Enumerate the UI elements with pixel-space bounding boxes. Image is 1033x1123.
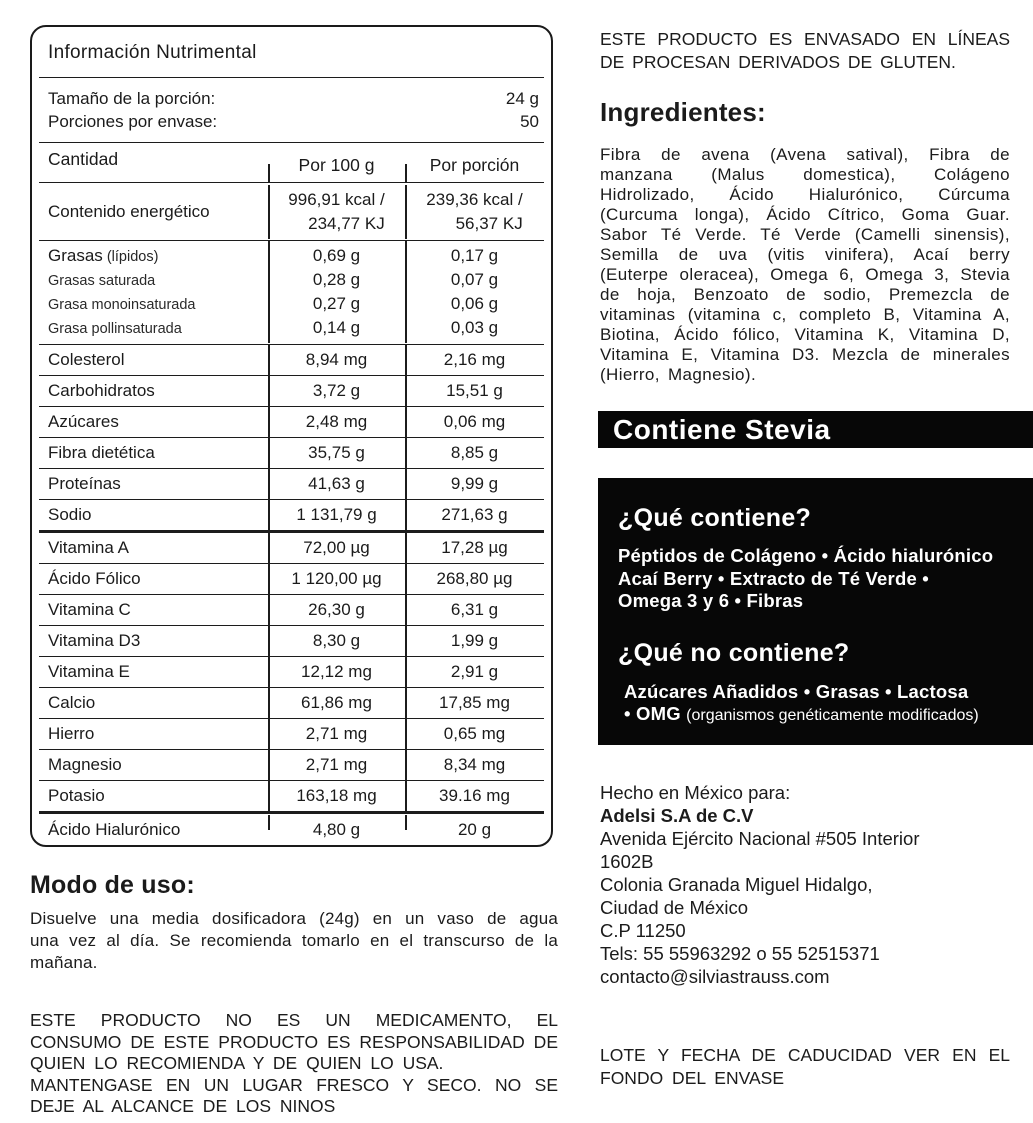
value-per-100g-cell: 3,72 g	[268, 376, 405, 406]
value-per-portion-cell: 268,80 µg	[405, 564, 544, 594]
nutrition-row	[39, 468, 544, 499]
what-not-contains-heading: ¿Qué no contiene?	[618, 638, 850, 667]
value-per-portion-cell: 8,34 mg	[405, 750, 544, 780]
nutrition-row	[39, 437, 544, 468]
contains-line: Omega 3 y 6 • Fibras	[618, 590, 804, 611]
table-header-row	[39, 143, 544, 182]
serving-labels	[48, 87, 217, 133]
address-lines	[600, 827, 1010, 988]
nutrient-label-cell: Grasas (lípidos) Grasas saturada Grasa monoinsaturada Grasa pollinsaturada	[48, 246, 196, 337]
value-per-portion-cell: 239,36 kcal / 56,37 KJ	[405, 185, 544, 239]
value-per-100g-cell: 8,94 mg	[268, 345, 405, 375]
address-line: contacto@silviastrauss.com	[600, 966, 830, 987]
value-per-portion-cell: 0,06 mg	[405, 407, 544, 437]
address-line: C.P 11250	[600, 920, 686, 941]
value-per-portion-cell: 8,85 g	[405, 438, 544, 468]
nutrition-row	[39, 375, 544, 406]
nutrient-label-cell: Vitamina C	[48, 600, 131, 619]
address-line: 1602B	[600, 851, 654, 872]
nutrition-row	[39, 406, 544, 437]
company-name: Adelsi S.A de C.V	[600, 805, 754, 826]
value-per-portion-cell: 17,85 mg	[405, 688, 544, 718]
nutrient-label-cell: Ácido Hialurónico	[48, 819, 181, 839]
value-per-100g-cell: 4,80 g	[268, 815, 405, 845]
nutrient-label-cell: Proteínas	[48, 474, 121, 493]
nutrient-label-cell: Vitamina E	[48, 662, 130, 681]
address-line: Tels: 55 55963292 o 55 52515371	[600, 943, 880, 964]
nutrition-row	[39, 182, 544, 240]
nutrition-table-body	[39, 182, 544, 845]
value-per-100g-cell: 61,86 mg	[268, 688, 405, 718]
servings-per-container-label: Porciones por envase:	[48, 112, 218, 131]
nutrition-row	[39, 499, 544, 530]
value-per-portion-cell: 6,31 g	[405, 595, 544, 625]
nutrient-label-cell: Vitamina A	[48, 538, 129, 557]
address-line: Avenida Ejército Nacional #505 Interior	[600, 828, 920, 849]
nutrient-label-cell: Contenido energético	[48, 201, 210, 221]
value-per-portion-cell: 0,65 mg	[405, 719, 544, 749]
nutrient-label-cell: Calcio	[48, 693, 96, 712]
contains-line: Acaí Berry • Extracto de Té Verde •	[618, 567, 929, 589]
manufacturer-address	[600, 781, 1010, 988]
nutrient-label-cell: Vitamina D3	[48, 631, 141, 650]
value-per-portion-cell: 2,16 mg	[405, 345, 544, 375]
usage-instructions: Disuelve una media dosificadora (24g) en un vaso de agua una vez al día. Se recomienda tomarlo en el transcurso de la mañana.	[30, 909, 558, 972]
value-per-portion-cell: 271,63 g	[405, 500, 544, 530]
nutrition-row	[39, 625, 544, 656]
contains-line: Péptidos de Colágeno • Ácido hialurónico	[618, 545, 994, 566]
value-per-portion-cell: 2,91 g	[405, 657, 544, 687]
omg-note: (organismos genéticamente modificados)	[686, 707, 979, 724]
omg-label: • OMG	[624, 703, 687, 724]
value-per-100g-cell: 2,71 mg	[268, 750, 405, 780]
nutrient-label-cell: Sodio	[48, 505, 92, 524]
what-contains-list	[618, 545, 1013, 613]
value-per-100g-cell: 41,63 g	[268, 469, 405, 499]
left-column	[30, 25, 558, 1118]
value-per-portion-cell: 9,99 g	[405, 469, 544, 499]
nutrition-row	[39, 530, 544, 563]
nutrition-row	[39, 749, 544, 780]
warning-text	[30, 1010, 558, 1118]
nutrition-row	[39, 780, 544, 811]
not-contains-line-2	[624, 703, 1013, 728]
column-header-por-porcion: Por porción	[405, 155, 544, 176]
value-per-100g-cell: 12,12 mg	[268, 657, 405, 687]
value-per-100g-cell: 2,71 mg	[268, 719, 405, 749]
right-column	[600, 28, 1010, 1090]
column-header-cantidad: Cantidad	[48, 149, 119, 169]
nutrient-label-cell: Hierro	[48, 724, 95, 743]
serving-size-value: 24 g	[505, 89, 539, 108]
warning-paragraph-2: MANTENGASE EN UN LUGAR FRESCO Y SECO. NO SE DEJE AL ALCANCE DE LOS NINOS	[30, 1074, 558, 1116]
serving-size-label: Tamaño de la porción:	[48, 89, 216, 108]
column-header-por-100g: Por 100 g	[268, 155, 405, 176]
value-per-portion-cell: 17,28 µg	[405, 533, 544, 563]
ingredients-list: Fibra de avena (Avena satival), Fibra de manzana (Malus domestica), Colágeno Hidrolizado, Ácido Hialurónico, Cúrcuma (Curcuma longa), Ácido Cítrico, Goma Guar. Sabor Té Verde. Té Verde (Camelli sinensis), Semilla de uva (vitis vinifera), Acaí berry (Euterpe oleracea), Omega 6, Omega 3, Stevia de hoja, Benzoato de sodio, Premezcla de vitaminas (vitamina c, completo B, Vitamina A, Biotina, Ácido fólico, Vitamina K, Vitamina D, Vitamina E, Vitamina D3. Mezcla de minerales (Hierro, Magnesio).	[600, 145, 1010, 384]
lot-expiry-notice: LOTE Y FECHA DE CADUCIDAD VER EN EL FONDO DEL ENVASE	[600, 1045, 1010, 1088]
nutrition-table-inner	[32, 27, 551, 845]
what-not-contains-list	[618, 681, 1013, 728]
nutrient-label-cell: Carbohidratos	[48, 381, 155, 400]
usage-heading: Modo de uso:	[30, 871, 195, 899]
nutrition-facts-table	[30, 25, 553, 847]
value-per-100g-cell: 163,18 mg	[268, 781, 405, 811]
serving-info	[39, 78, 544, 142]
value-per-100g-cell: 996,91 kcal / 234,77 KJ	[268, 185, 405, 239]
servings-per-container-value: 50	[520, 112, 539, 131]
nutrition-row	[39, 594, 544, 625]
usage-section	[30, 871, 558, 1118]
value-per-100g-cell: 8,30 g	[268, 626, 405, 656]
value-per-portion-cell: 20 g	[405, 815, 544, 845]
nutrient-label-cell: Potasio	[48, 786, 105, 805]
not-contains-line-1: Azúcares Añadidos • Grasas • Lactosa	[624, 680, 969, 702]
value-per-100g-cell: 35,75 g	[268, 438, 405, 468]
nutrition-row	[39, 656, 544, 687]
nutrient-label-cell: Fibra dietética	[48, 443, 155, 462]
nutrition-row	[39, 344, 544, 375]
what-contains-heading: ¿Qué contiene?	[618, 504, 812, 532]
nutrition-row	[39, 811, 544, 845]
address-line: Colonia Granada Miguel Hidalgo,	[600, 874, 873, 895]
gluten-notice: ESTE PRODUCTO ES ENVASADO EN LÍNEAS DE PROCESAN DERIVADOS DE GLUTEN.	[600, 29, 1010, 72]
nutrient-label-cell: Ácido Fólico	[48, 569, 141, 588]
value-per-portion-cell: 0,17 g 0,07 g 0,06 g 0,03 g	[405, 241, 544, 343]
value-per-portion-cell: 15,51 g	[405, 376, 544, 406]
nutrient-label-cell: Azúcares	[48, 412, 119, 431]
nutrition-row	[39, 718, 544, 749]
value-per-100g-cell: 1 131,79 g	[268, 500, 405, 530]
contents-info-box	[598, 478, 1033, 745]
nutrition-row	[39, 687, 544, 718]
value-per-100g-cell: 2,48 mg	[268, 407, 405, 437]
value-per-100g-cell: 1 120,00 µg	[268, 564, 405, 594]
value-per-portion-cell: 1,99 g	[405, 626, 544, 656]
ingredients-heading: Ingredientes:	[600, 97, 766, 127]
serving-values	[506, 87, 542, 133]
nutrition-row	[39, 563, 544, 594]
nutrient-label-cell: Colesterol	[48, 350, 125, 369]
value-per-100g-cell: 0,69 g 0,28 g 0,27 g 0,14 g	[268, 241, 405, 343]
contains-stevia-banner: Contiene Stevia	[598, 411, 1033, 448]
value-per-portion-cell: 39.16 mg	[405, 781, 544, 811]
address-line: Ciudad de México	[600, 897, 749, 918]
value-per-100g-cell: 72,00 µg	[268, 533, 405, 563]
nutrition-table-title: Información Nutrimental	[48, 42, 257, 63]
value-per-100g-cell: 26,30 g	[268, 595, 405, 625]
made-in-label: Hecho en México para:	[600, 782, 791, 803]
warning-paragraph-1: ESTE PRODUCTO NO ES UN MEDICAMENTO, EL CONSUMO DE ESTE PRODUCTO ES RESPONSABILIDAD DE QUIEN LO RECOMIENDA Y DE QUIEN LO USA.	[30, 1010, 558, 1073]
nutrient-label-cell: Magnesio	[48, 755, 122, 774]
nutrition-row	[39, 240, 544, 344]
